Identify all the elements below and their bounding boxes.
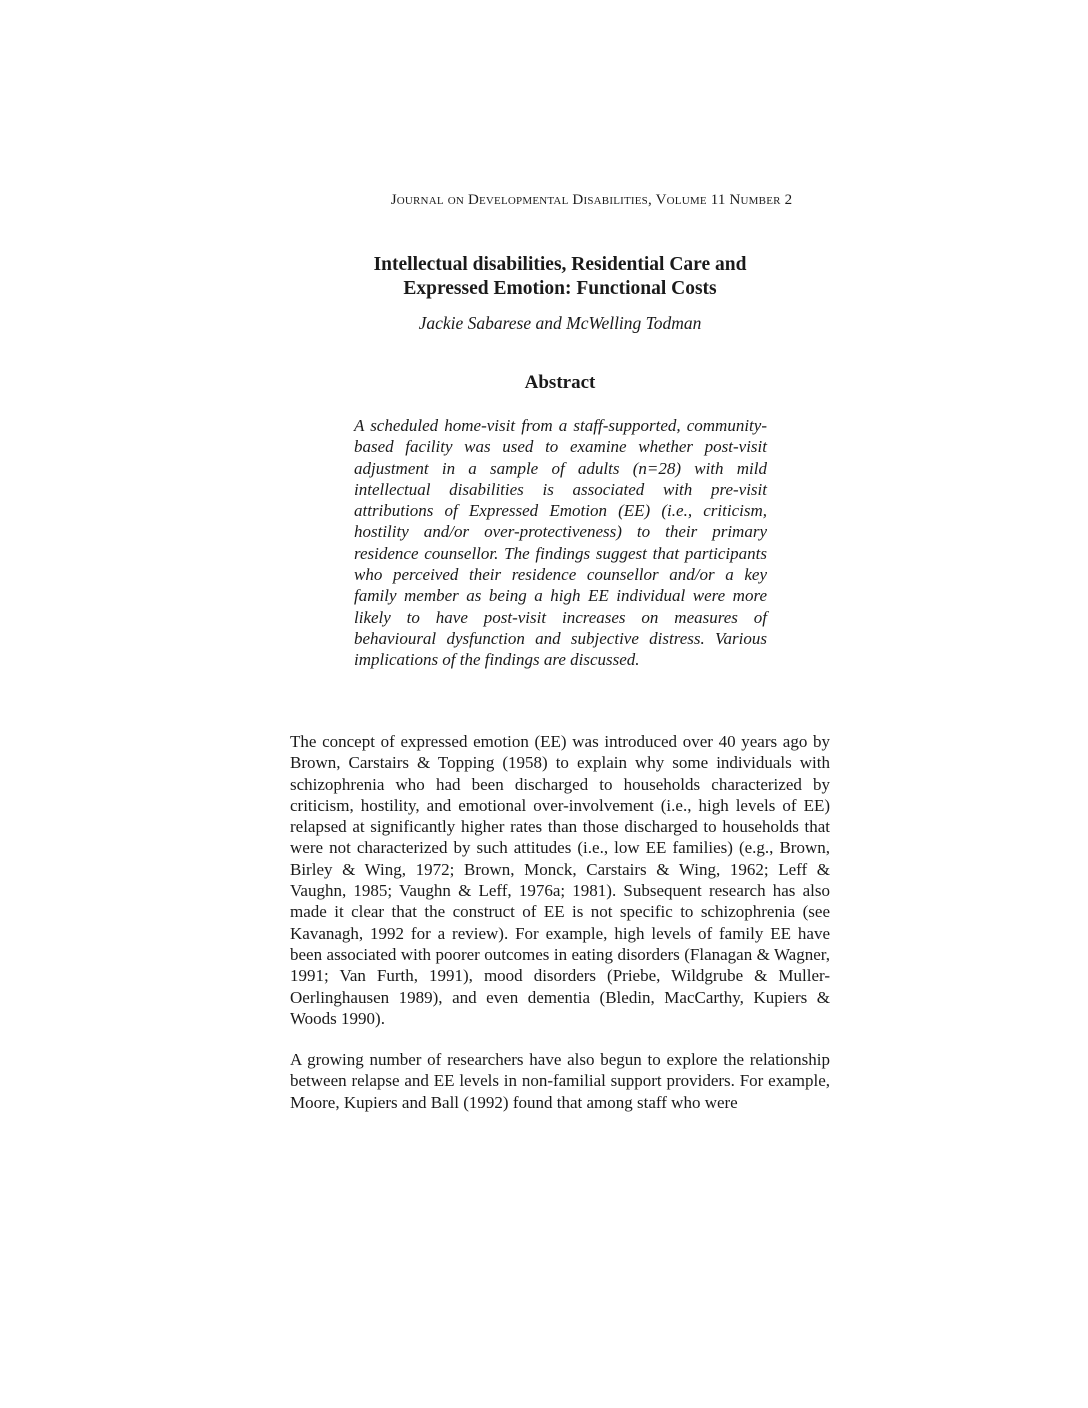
running-head: Journal on Developmental Disabilities, Volume 11 Number 2 [390, 192, 793, 208]
abstract-heading: Abstract [524, 372, 596, 393]
article-title [290, 253, 830, 301]
body-paragraph-1: The concept of expressed emotion (EE) was introduced over 40 years ago by Brown, Carstairs & Topping (1958) to explain why some individuals with schizophrenia who had been discharged to households characterized by criticism, hostility, and emotional over-involvement (i.e., high levels of EE) relapsed at significantly higher rates than those discharged to households that were not characterized by such attitudes (i.e., low EE families) (e.g., Brown, Birley & Wing, 1972; Brown, Monck, Carstairs & Wing, 1962; Leff & Vaughn, 1985; Vaughn & Leff, 1976a; 1981). Subsequent research has also made it clear that the construct of EE is not specific to schizophrenia (see Kavanagh, 1992 for a review). For example, high levels of family EE have been associated with poorer outcomes in eating disorders (Flanagan & Wagner, 1991; Van Furth, 1991), mood disorders (Priebe, Wildgrube & Muller-Oerlinghausen 1989), and even dementia (Bledin, MacCarthy, Kupiers & Woods 1990). [290, 732, 830, 1028]
abstract-text: A scheduled home-visit from a staff-supported, community-based facility was used to examine whether post-visit adjustment in a sample of adults (n=28) with mild intellectual disabilities is associated with pre-visit attributions of Expressed Emotion (EE) (i.e., criticism, hostility and/or over-protectiveness) to their primary residence counsellor. The findings suggest that participants who perceived their residence counsellor and/or a key family member as being a high EE individual were more likely to have post-visit increases on measures of behavioural dysfunction and subjective distress. Various implications of the findings are discussed. [354, 416, 767, 670]
article-title-line-1: Intellectual disabilities, Residential Care and [373, 254, 747, 275]
body-paragraph-2: A growing number of researchers have also begun to explore the relationship between relapse and EE levels in non-familial support providers. For example, Moore, Kupiers and Ball (1992) found that among staff who were [290, 1050, 830, 1112]
article-title-line-2: Expressed Emotion: Functional Costs [403, 278, 717, 299]
article-authors: Jackie Sabarese and McWelling Todman [418, 313, 702, 333]
